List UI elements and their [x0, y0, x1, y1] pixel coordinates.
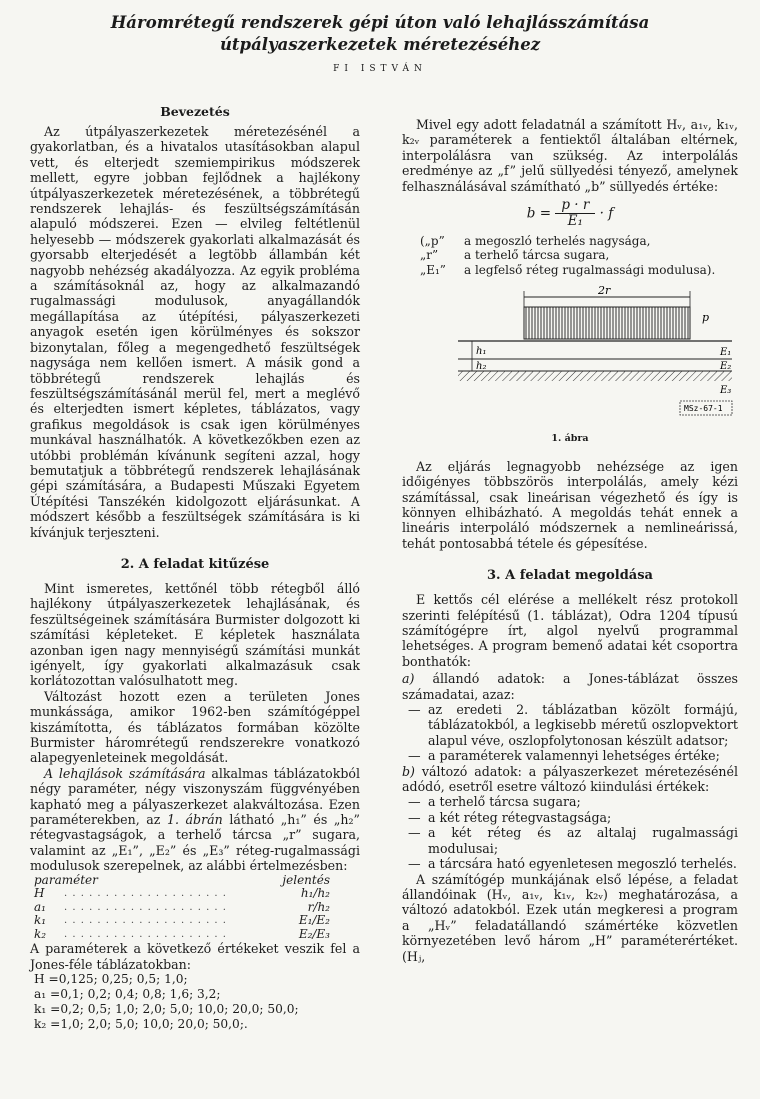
param-meaning: E₁/E₂ — [298, 913, 330, 928]
list-dash: — — [408, 825, 421, 841]
param-meaning: E₂/E₃ — [298, 926, 330, 941]
list-item-a-text: állandó adatok: a Jones-táblázat összes számadatai, azaz: — [402, 671, 738, 702]
list-item — [402, 810, 738, 825]
legend-key: „E₁” — [420, 262, 446, 277]
list-item — [402, 748, 738, 763]
legend-item — [420, 234, 738, 249]
list-item-text: a tárcsára ható egyenletesen megoszló terhelés. — [428, 856, 737, 872]
list-dash: — — [408, 809, 421, 825]
list-item — [402, 825, 738, 856]
task-paragraph-3-a: alkalmas táblázatokból négy paraméter, négy viszonyszám függvényében kapható meg a pályaszerkezet alakváltozása. Ezen paraméterekben, az — [30, 765, 360, 828]
layer-diagram-svg — [402, 283, 738, 427]
values-line: a₁ =0,1; 0,2; 0,4; 0,8; 1,6; 3,2; — [34, 987, 221, 1001]
list-item-b — [402, 764, 738, 795]
legend-value: a terhelő tárcsa sugara, — [464, 248, 610, 263]
list-item-b-text: változó adatok: a pályaszerkezet méretezésénél adódó, esetről esetre változó kiindulási értékek: — [402, 763, 738, 795]
label-2r: 2r — [598, 284, 611, 298]
article-title-line2: útpályaszerkezetek méretezéséhez — [219, 35, 541, 54]
computation-paragraph: A számítógép munkájának első lépése, a feladat állandóinak (Hᵥ, a₁ᵥ, k₁ᵥ, k₂ᵥ) meghatározása, a változó adatokból. Ezek után megkeresi a program a „Hᵥ” feladatállandó számértéke közvetlen környezetében levő három „H” paraméterértéket. (Hⱼ, — [402, 871, 738, 964]
param-symbol: k₁ — [34, 913, 47, 928]
leader-dots: . . . . . . . . . . . . . . . . . . . . — [64, 888, 227, 900]
list-item-text: a két réteg rétegvastagsága; — [428, 809, 612, 825]
table-row — [34, 914, 330, 928]
subgrade-hatch — [458, 371, 732, 381]
values-intro: A paraméterek a következő értékeket veszik fel a Jones-féle táblázatokban: — [30, 941, 360, 972]
list-item-text: a paraméterek valamennyi lehetséges értéke; — [428, 748, 720, 764]
list-item-text: az eredeti 2. táblázatban közölt formájú, táblázatokból, a legkisebb méretű oszlopvektort alapul véve, oszlopfolytonosan készült adatsor; — [428, 702, 738, 748]
task-paragraph-1: Mint ismeretes, kettőnél több rétegből álló hajlékony útpályaszerkezetek lehajlásának, és feszültségeinek számítására Burmister dolgozott ki számítási képleteket. E képletek használata azonban igen nagy mennyiségű számítási munkát igényelt, így gyakorlati alkalmazásuk csak korlátozottan valósulhatott meg. — [30, 580, 360, 689]
intro-paragraph: Az útpályaszerkezetek méretezésénél a gyakorlatban, és a hivatalos utasításokban alapul vett, és elterjedt szemiempirikus módszerek mellett, egyre jobban fejlődnek a hajlékony útpályaszerkezetek méretezésének, a többrétegű rendszerek lehajlás- és feszültségszámításán alapuló módszerei. Ezen — elvileg feltétlenül helyesebb — módszerek gyakorlati alkalmazását és gyorsabb elterjedését a legtöbb állambán két nagyobb nehézség akadályozza. Az egyik probléma a számításoknál az, hogy az alkalmazandó rugalmassági modulusok, anyagállandók megállapítása az útépítési, pályaszerkezeti anyagok esetén igen körülményes és sokszor bizonytalan, főleg a megengedhető feszültségek nagysága nem kellően ismert. A másik gond a többrétegű rendszerek lehajlás és feszültségszámításánál merül fel, mert a meglévő és elterjedten ismert képletes, táblázatos, vagy grafikus megoldások is csak igen körülményes munkával használhatók. A következőkben ezen az utóbbi problémán kívánunk segíteni azzal, hogy bemutatjuk a többrétegű rendszerek lehajlásának gépi számítására, a Budapesti Műszaki Egyetem Útépítési Tanszékén kidolgozott eljárásunkat. A módszert később a feszültségek számítására is ki kívánjuk terjeszteni. — [30, 124, 360, 540]
legend-value: a megoszló terhelés nagysága, — [464, 233, 651, 248]
label-p: p — [702, 311, 710, 325]
list-dash: — — [408, 702, 421, 718]
legend-value: a legfelső réteg rugalmassági modulusa). — [464, 262, 716, 277]
list-item — [402, 794, 738, 809]
task-paragraph-3 — [30, 766, 360, 874]
param-meaning: h₁/h₂ — [300, 886, 330, 901]
task-paragraph-2: Változást hozott ezen a területen Jones munkássága, amikor 1962-ben számítógéppel kiszámította, és táblázatos formában közölte Burmister háromrétegű rendszerekre vonatkozó alapegyenleteinek megoldását. — [30, 688, 360, 766]
table-row — [34, 887, 330, 901]
leader-dots: . . . . . . . . . . . . . . . . . . . . — [64, 915, 227, 927]
label-E3: E₃ — [720, 385, 732, 397]
article-title-line1: Háromrétegű rendszerek gépi úton való lehajlásszámítása — [110, 13, 650, 32]
formula-numerator: p · r — [555, 198, 595, 214]
italic-phrase: A lehajlások számítására — [44, 765, 206, 781]
table-row — [34, 928, 330, 942]
legend-key: („p” — [420, 233, 445, 248]
parameter-table — [34, 874, 330, 942]
legend-item — [420, 248, 738, 263]
param-header: paraméter — [34, 872, 98, 887]
author: FI ISTVÁN — [333, 64, 427, 74]
right-column — [402, 117, 738, 964]
deflection-formula — [402, 198, 738, 230]
list-dash: — — [408, 748, 421, 764]
formula-lhs: b = — [526, 205, 552, 222]
load-block — [524, 307, 690, 339]
label-h1: h₁ — [476, 346, 487, 358]
difficulty-paragraph: Az eljárás legnagyobb nehézsége az igen időigényes többszörös interpolálás, amely kézi számítással, csak lineárisan végezhető és így is könnyen elhibázható. A megoldás tehát ennek a lineáris interpoláló módszernek a nemlineárissá, tehát pontosabbá tétele és gépesítése. — [402, 458, 738, 551]
label-h2: h₂ — [476, 361, 487, 373]
list-marker-b: b) — [402, 763, 415, 779]
section-heading-intro: Bevezetés — [160, 104, 230, 119]
values-line: k₂ =1,0; 2,0; 5,0; 10,0; 20,0; 50,0;. — [34, 1017, 248, 1031]
list-item — [402, 856, 738, 871]
list-dash: — — [408, 856, 421, 872]
layer-diagram — [402, 283, 738, 427]
figure-reference: 1. ábrán — [166, 812, 223, 828]
param-symbol: k₂ — [34, 926, 47, 941]
meaning-header: jelentés — [282, 872, 330, 887]
section-heading-solution: 3. A feladat megoldása — [487, 568, 653, 584]
formula-denominator: E₁ — [567, 213, 583, 230]
list-item-text: a terhelő tárcsa sugara; — [428, 794, 581, 810]
param-symbol: H — [34, 886, 45, 901]
section-heading-task: 2. A feladat kitűzése — [120, 556, 270, 572]
param-symbol: a₁ — [34, 899, 46, 914]
input-data-list — [402, 671, 738, 871]
formula-legend — [420, 234, 738, 278]
list-marker-a: a) — [402, 671, 415, 687]
list-item-a — [402, 671, 738, 702]
legend-key: „r” — [420, 248, 439, 263]
list-item — [402, 702, 738, 748]
param-meaning: r/h₂ — [307, 899, 330, 914]
left-column — [30, 103, 360, 1032]
parameter-values — [34, 972, 360, 1032]
leader-dots: . . . . . . . . . . . . . . . . . . . . — [64, 901, 227, 913]
values-line: k₁ =0,2; 0,5; 1,0; 2,0; 5,0; 10,0; 20,0; 50,0; — [34, 1002, 299, 1016]
stamp-label: MSz-67-1 — [684, 404, 723, 414]
label-E2: E₂ — [720, 361, 732, 373]
leader-dots: . . . . . . . . . . . . . . . . . . . . — [64, 928, 227, 940]
legend-item — [420, 263, 738, 278]
list-item-text: a két réteg és az altalaj rugalmassági modulusai; — [428, 825, 738, 856]
interpolation-paragraph: Mivel egy adott feladatnál a számított Hᵥ, a₁ᵥ, k₁ᵥ, k₂ᵥ paraméterek a fentiektől általában eltérnek, interpolálásra van szükség. Az interpolálás eredménye az „f” jelű süllyedési tényező, amelynek felhasználásával számítható „b” süllyedés értéke: — [402, 117, 738, 194]
formula-fraction — [555, 198, 595, 230]
figure-caption: 1. ábra — [551, 433, 589, 445]
values-line: H =0,125; 0,25; 0,5; 1,0; — [34, 972, 188, 986]
list-dash: — — [408, 794, 421, 810]
task-paragraph-3-b: látható „h₁” és „h₂” rétegvastagságok, a terhelő tárcsa „r” sugara, valamint az „E₁”, „E₂” és „E₃” réteg-rugalmassági modulusok szerepelnek, az alábbi értelmezésben: — [30, 812, 360, 874]
solution-paragraph: E kettős cél elérése a mellékelt rész protokoll szerinti felépítésű (1. táblázat), Odra 1204 típusú számítógépre írt, algol nyelvű programmal lehetséges. A program bemenő adatai két csoportra bonthatók: — [402, 592, 738, 669]
formula-rhs: · f — [599, 205, 614, 222]
label-E1: E₁ — [720, 347, 732, 359]
table-row — [34, 901, 330, 915]
